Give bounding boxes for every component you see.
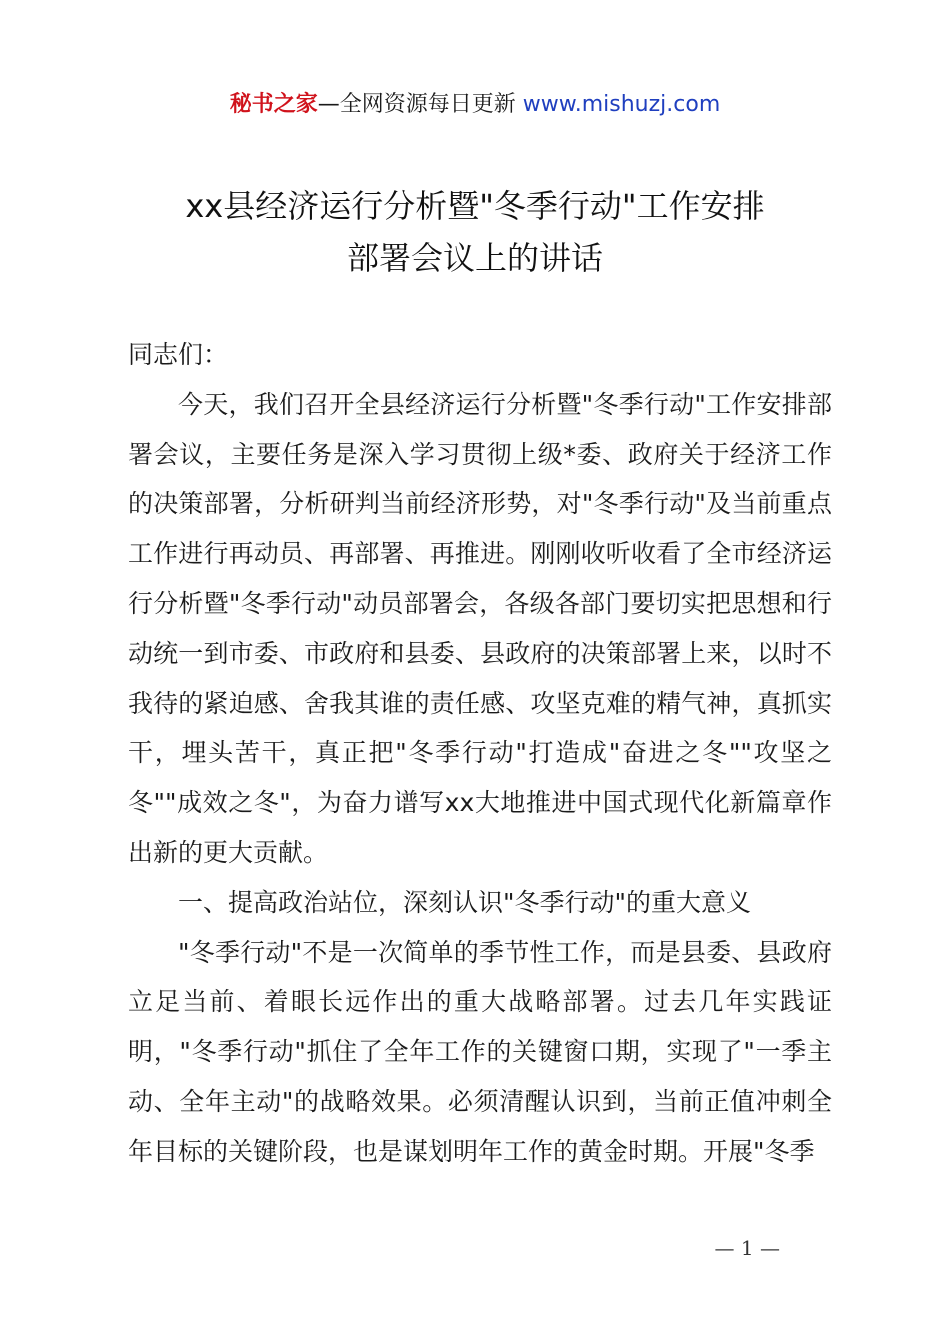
paragraph-section-1: "冬季行动"不是一次简单的季节性工作，而是县委、县政府立足当前、着眼长远作出的重大战略部署。过去几年实践证明，"冬季行动"抓住了全年工作的关键窗口期，实现了"一季主动、全年主动"的战略效果。必须清醒认识到，当前正值冲刺全年目标的关键阶段，也是谋划明年工作的黄金时期。开展"冬季	[128, 937, 832, 1166]
site-header	[0, 88, 950, 122]
page-footer	[0, 1236, 950, 1260]
site-url-link[interactable]: www.mishuzj.com	[522, 92, 721, 117]
page-number: — 1 —	[714, 1236, 780, 1260]
section-heading-1: 一、提高政治站位，深刻认识"冬季行动"的重大意义	[178, 887, 752, 917]
site-brand: 秘书之家	[229, 92, 318, 117]
salutation: 同志们：	[128, 340, 229, 369]
document-body	[128, 330, 832, 1177]
title-line-2: 部署会议上的讲话	[346, 239, 603, 277]
paragraph-intro: 今天，我们召开全县经济运行分析暨"冬季行动"工作安排部署会议，主要任务是深入学习贯彻上级*委、政府关于经济工作的决策部署，分析研判当前经济形势，对"冬季行动"及当前重点工作进行再动员、再部署、再推进。刚刚收听收看了全市经济运行分析暨"冬季行动"动员部署会，各级各部门要切实把思想和行动统一到市委、市政府和县委、县政府的决策部署上来，以时不我待的紧迫感、舍我其谁的责任感、攻坚克难的精气神，真抓实干，埋头苦干，真正把"冬季行动"打造成"奋进之冬""攻坚之冬""成效之冬"，为奋力谱写xx大地推进中国式现代化新篇章作出新的更大贡献。	[128, 389, 832, 867]
document-title	[0, 180, 950, 284]
site-tagline: —全网资源每日更新	[317, 92, 523, 117]
title-line-1: xx县经济运行分析暨"冬季行动"工作安排	[185, 187, 765, 225]
